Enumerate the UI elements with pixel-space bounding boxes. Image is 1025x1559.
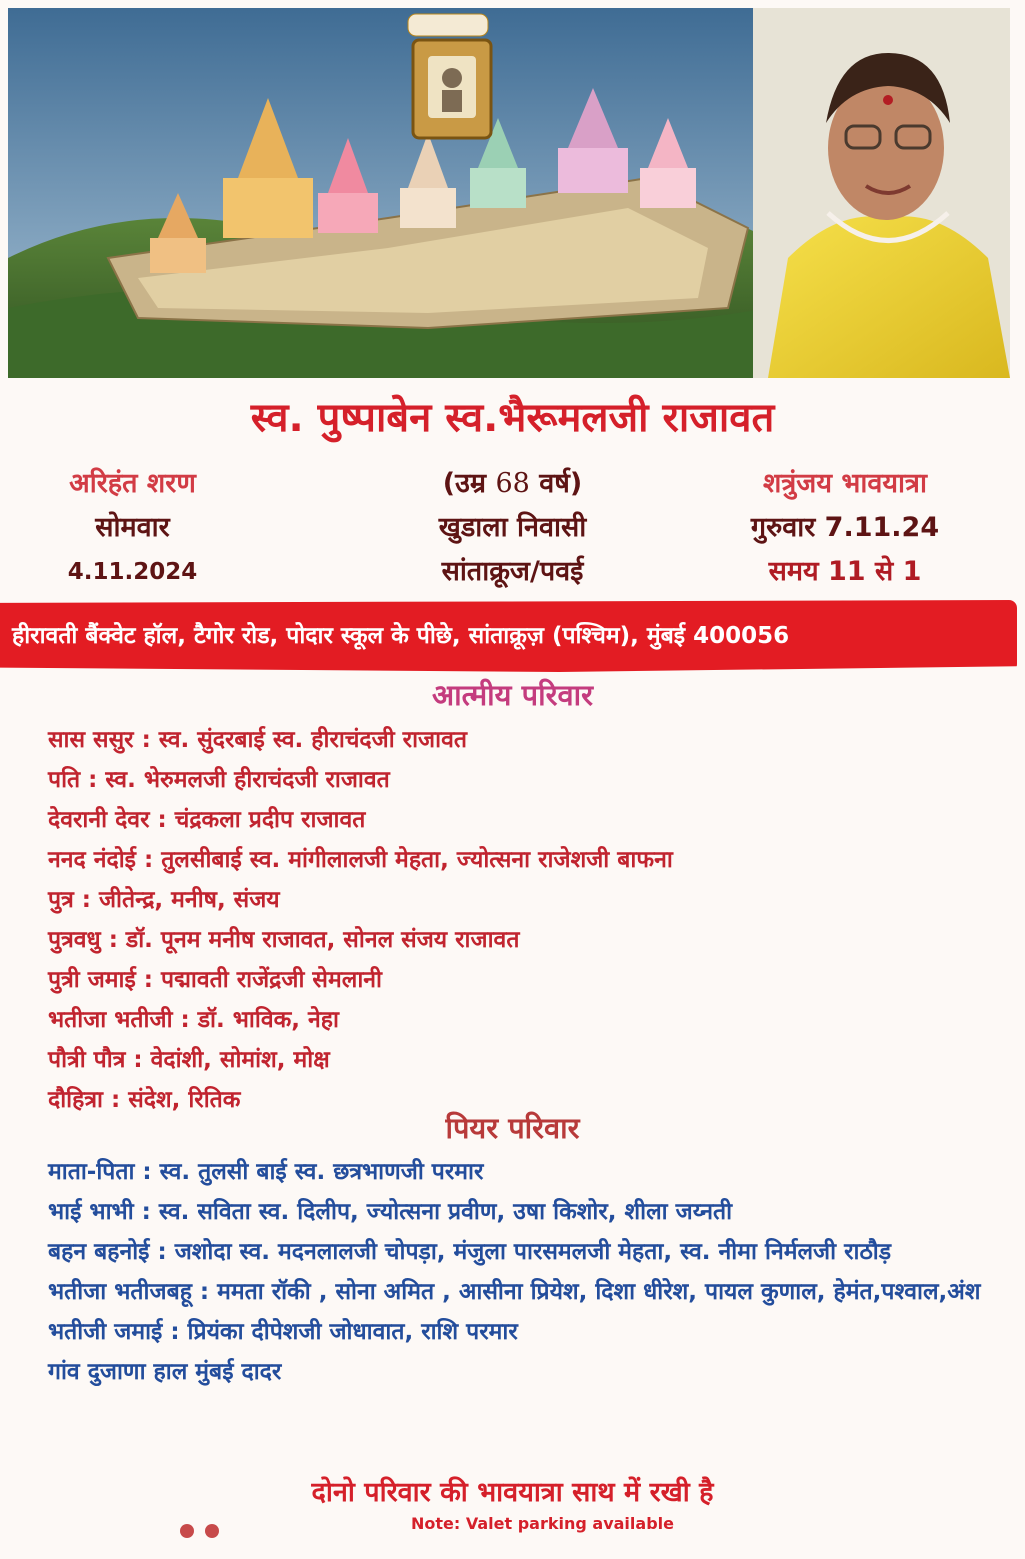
list-item: पौत्री पौत्र : वेदांशी, सोमांश, मोक्ष (48, 1047, 330, 1073)
list-item: सास ससुर : स्व. सुंदरबाई स्व. हीराचंदजी राजावत (48, 727, 467, 753)
portrait-photo-woman-yellow-saree (753, 8, 1010, 378)
residence-place: सांताक्रूज/पवई (441, 556, 584, 587)
day-of-passing: सोमवार (95, 512, 170, 543)
age-line (380, 462, 645, 506)
temple-scene-illustration (8, 8, 1010, 378)
date-of-passing: 4.11.2024 (67, 559, 198, 585)
deceased-name-title: स्व. पुष्पाबेन स्व.भैरूमलजी राजावत (250, 395, 775, 441)
list-item: भतीजा भतीजी : डॉ. भाविक, नेहा (48, 1007, 339, 1033)
list-item: दौहित्रा : संदेश, रितिक (48, 1087, 241, 1113)
decorative-dot-icon (180, 1524, 194, 1538)
maternal-section-heading: पियर परिवार (445, 1111, 580, 1145)
age-prefix: (उम्र (442, 468, 496, 499)
banner-image (8, 8, 1010, 378)
bhavyatra-day-date: गुरुवार 7.11.24 (750, 512, 940, 543)
list-item: गांव दुजाणा हाल मुंबई दादर (48, 1359, 282, 1385)
list-item: माता-पिता : स्व. तुलसी बाई स्व. छत्रभाणजी परमार (48, 1159, 484, 1185)
age-number: 68 (495, 468, 530, 499)
list-item: बहन बहनोई : जशोदा स्व. मदनलालजी चोपड़ा, मंजुला पारसमलजी मेहता, स्व. नीमा निर्मलजी राठौड़ (48, 1239, 892, 1265)
list-item: पुत्रवधु : डॉ. पूनम मनीष राजावत, सोनल संजय राजावत (48, 927, 520, 953)
right-info-column (700, 462, 990, 594)
maternal-family-list (48, 1152, 1023, 1392)
list-item: पति : स्व. भेरुमलजी हीराचंदजी राजावत (48, 767, 390, 793)
list-item: भाई भाभी : स्व. सविता स्व. दिलीप, ज्योत्सना प्रवीण, उषा किशोर, शीला जय्नती (48, 1199, 733, 1225)
arihant-sharan-heading: अरिहंत शरण (69, 468, 196, 499)
middle-info-column (380, 462, 645, 594)
list-item: पुत्र : जीतेन्द्र, मनीष, संजय (48, 887, 280, 913)
temple-emblem-icon (408, 14, 491, 138)
list-item: देवरानी देवर : चंद्रकला प्रदीप राजावत (48, 807, 366, 833)
valet-parking-note: Note: Valet parking available (411, 1514, 674, 1533)
family-list (48, 720, 1023, 1120)
family-section-heading: आत्मीय परिवार (432, 678, 593, 712)
list-item: भतीजी जमाई : प्रियंका दीपेशजी जोधावात, राशि परमार (48, 1319, 518, 1345)
list-item: पुत्री जमाई : पद्मावती राजेंद्रजी सेमलानी (48, 967, 382, 993)
list-item: ननद नंदोई : तुलसीबाई स्व. मांगीलालजी मेहता, ज्योत्सना राजेशजी बाफना (48, 847, 673, 873)
left-info-column (30, 462, 235, 594)
age-suffix: वर्ष) (529, 468, 583, 499)
native-place: खुडाला निवासी (438, 512, 587, 543)
list-item: भतीजा भतीजबहू : ममता रॉकी , सोना अमित , आसीना प्रियेश, दिशा धीरेश, पायल कुणाल, हेमंत,पश्वाल,अंश (48, 1279, 981, 1305)
bhavyatra-heading: शत्रुंजय भावयात्रा (763, 468, 927, 499)
joint-bhavyatra-note: दोनो परिवार की भावयात्रा साथ में रखी है (311, 1477, 714, 1508)
bhavyatra-time: समय 11 से 1 (768, 556, 922, 587)
decorative-dot-icon (205, 1524, 219, 1538)
venue-address: हीरावती बैंक्वेट हॉल, टैगोर रोड, पोदार स्कूल के पीछे, सांताक्रूज़ (पश्चिम), मुंबई 400056 (12, 623, 790, 649)
